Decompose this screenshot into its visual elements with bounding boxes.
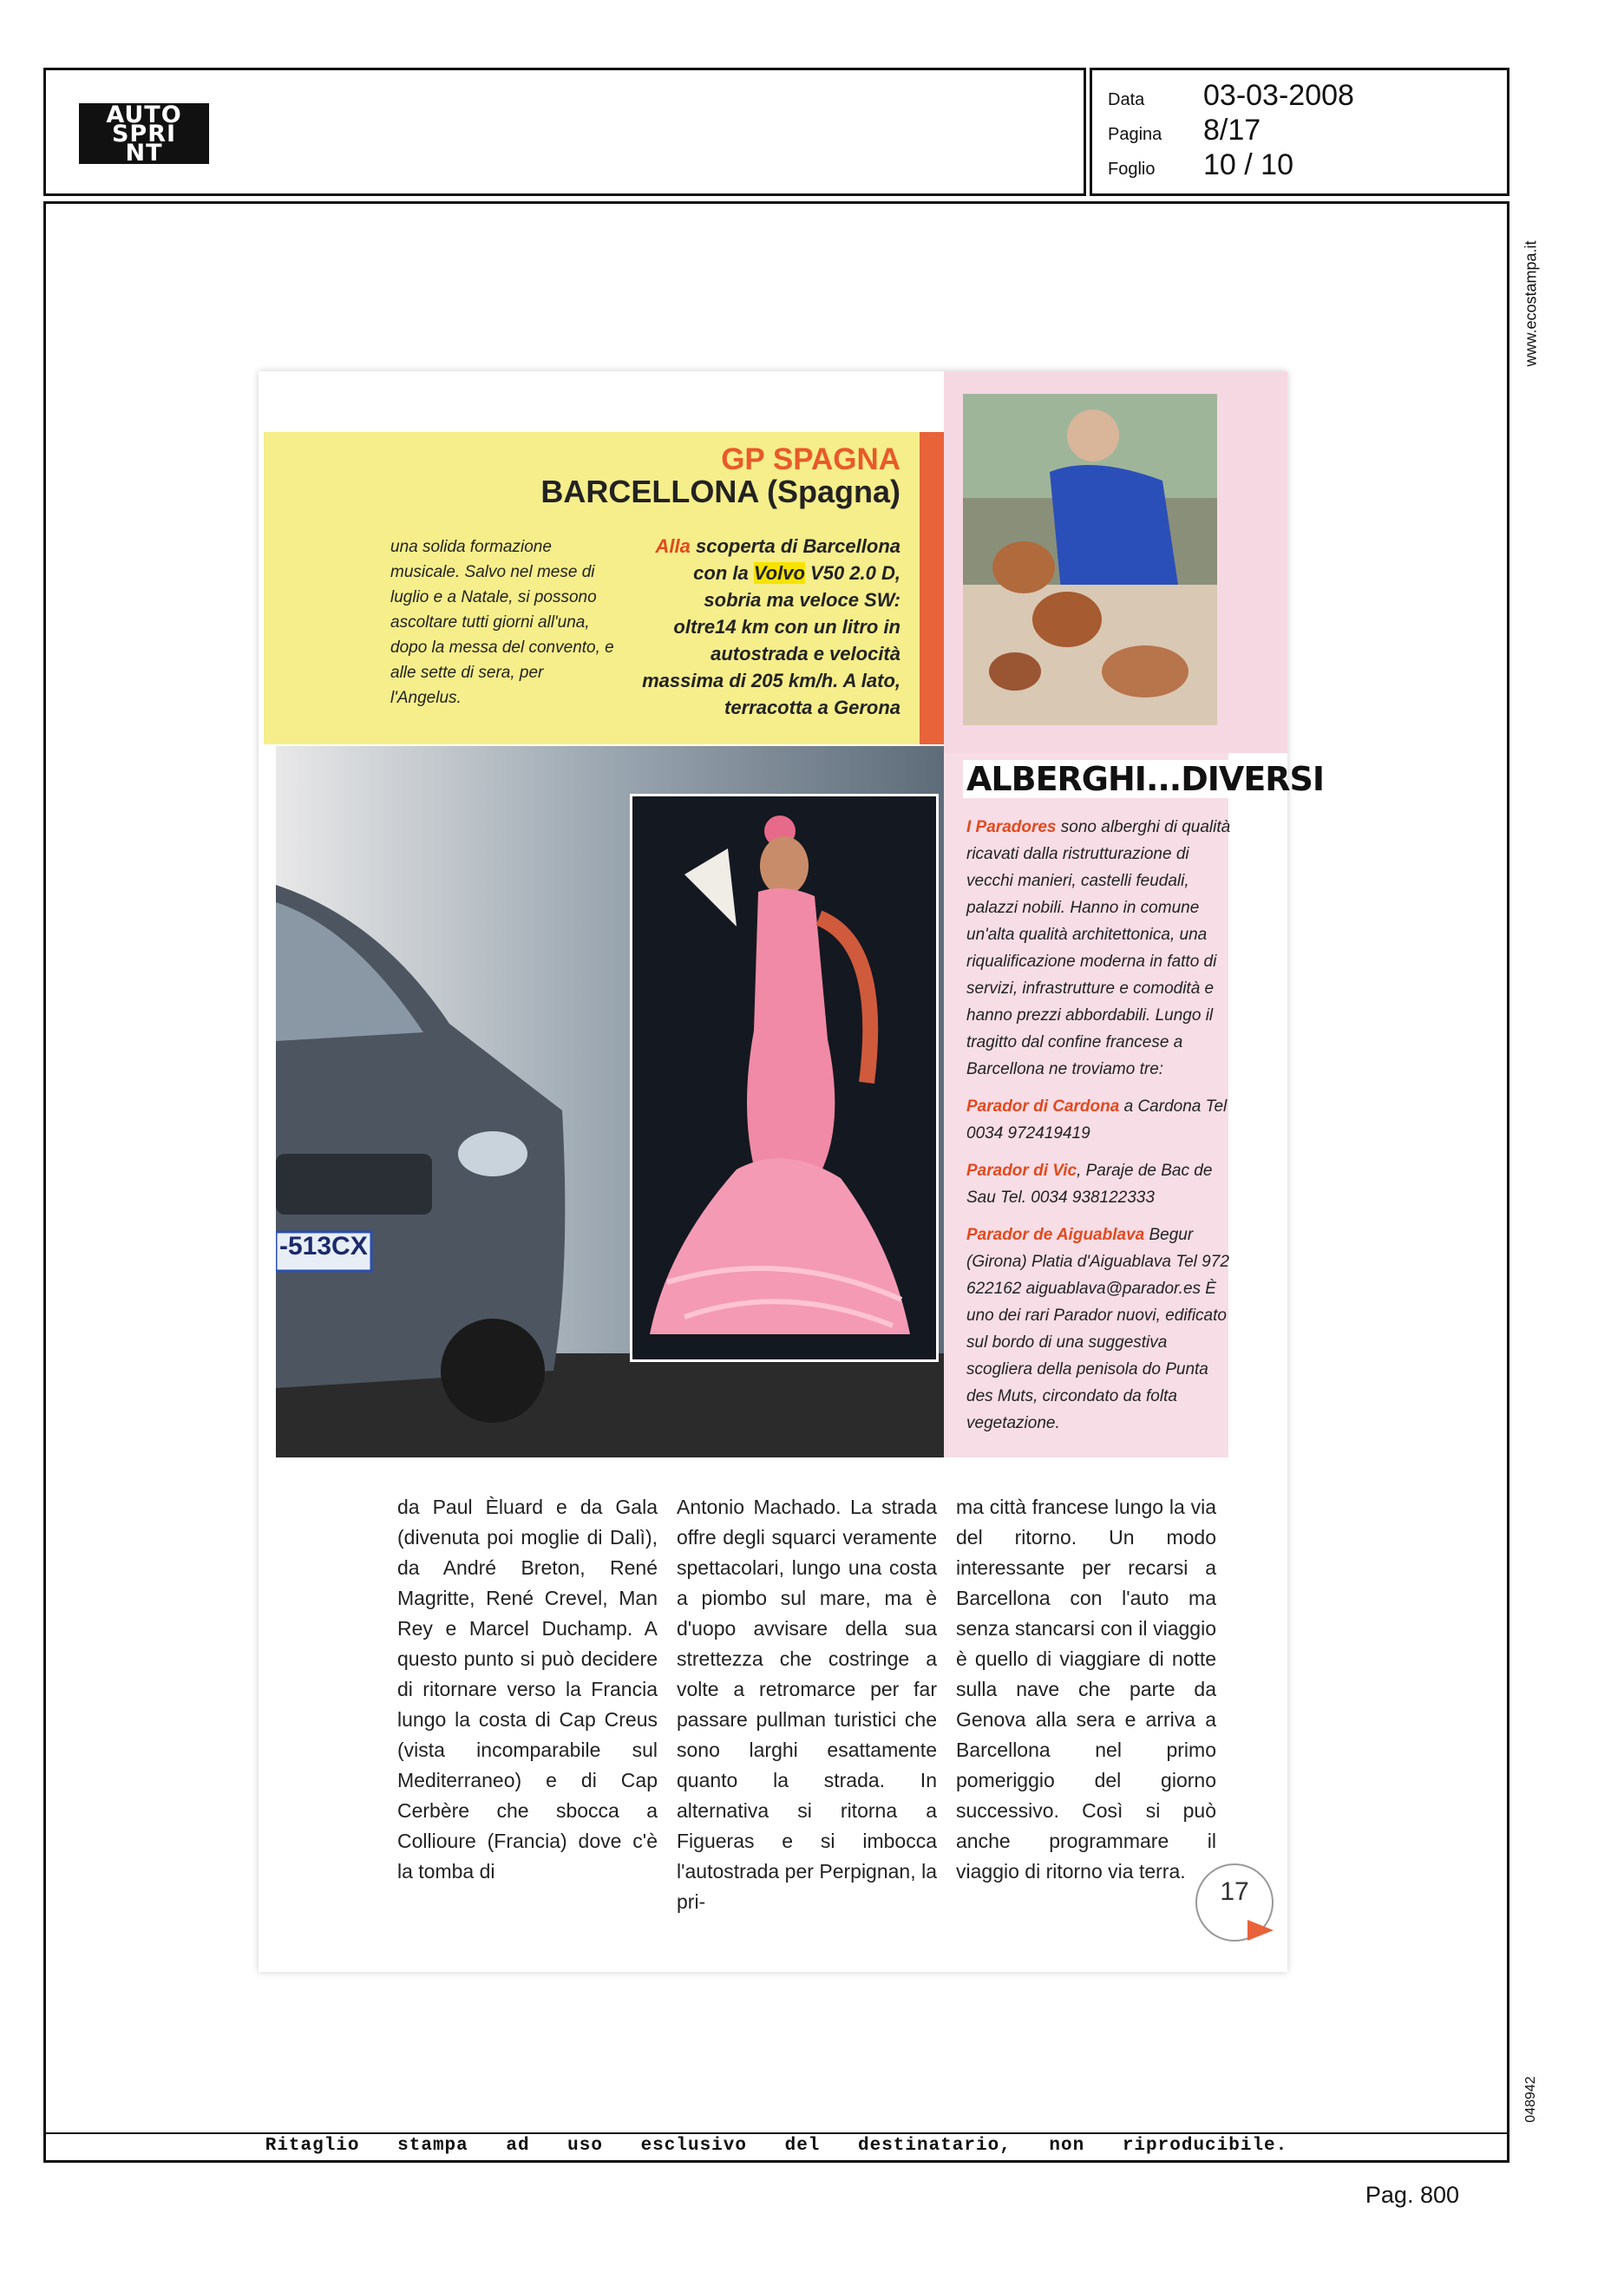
parador-name: Parador de Aiguablava — [966, 1226, 1145, 1244]
header-box — [43, 68, 1086, 196]
paradores-name: I Paradores — [966, 818, 1057, 836]
potter-photo-svg — [963, 394, 1217, 725]
magazine-clipping — [259, 371, 1325, 1972]
section-title: GP SPAGNA — [721, 442, 900, 476]
logo-line-1: AUTO — [106, 102, 182, 128]
parador-text: , Paraje de Bac de Sau Tel. 0034 938122333 — [966, 1162, 1213, 1207]
article-column-2: Antonio Machado. La strada offre degli squarci veramente spettacolari, lungo una costa a piombo sul mare, ma è d'uopo avvisare della sua strettezza che costringe a volte a retromarce per far passare pullman turistici che sono larghi esattamente quanto la strada. In alternativa si ritorna a Figueras e si imbocca l'autostrada per Perpignan, la pri- — [677, 1496, 937, 1913]
parador-name: Parador di Vic — [966, 1162, 1077, 1180]
page-number: Pag. 800 — [1365, 2182, 1459, 2208]
caption-part1: scoperta di Barcellona con la — [690, 535, 900, 584]
side-url-text: www.ecostampa.it — [1522, 240, 1540, 367]
paradores-text: sono alberghi di qualità ricavati dalla ristrutturazione di vecchi manieri, castelli feudali, palazzi nobili. Hanno in comune un'alta qualità architettonica, una riqualificazione moderna in fatto di servizi, infrastrutture e comodità e hanno prezzi abbordabili. Lungo il tragitto dal confine francese a Barcellona ne troviamo tre: — [966, 818, 1231, 1078]
box-text — [966, 814, 1235, 1437]
parador-name: Parador di Cardona — [966, 1097, 1120, 1116]
photo-flamenco-dancer — [630, 794, 939, 1362]
meta-pagina-row — [1108, 114, 1261, 147]
orange-bar — [920, 432, 944, 744]
parador-text: a Cardona Tel 0034 972419419 — [966, 1097, 1228, 1143]
side-code-text: 048942 — [1523, 2076, 1538, 2123]
photo-caption — [640, 533, 900, 721]
page-arrow-icon — [1247, 1920, 1274, 1941]
caption-alla: Alla — [655, 535, 691, 557]
meta-label: Pagina — [1108, 125, 1162, 144]
box-title: ALBERGHI...DIVERSI — [963, 760, 1249, 798]
photo-potter — [963, 394, 1217, 725]
meta-box — [1090, 68, 1509, 196]
photo-car — [276, 746, 944, 1457]
magazine-page-number: 17 — [1195, 1863, 1274, 1942]
caption-volvo: Volvo — [753, 562, 805, 584]
logo-line-2: SPRI — [111, 121, 177, 147]
dancer-photo-svg — [632, 796, 936, 1360]
meta-value: 03-03-2008 — [1203, 79, 1354, 112]
meta-foglio-row — [1108, 148, 1293, 182]
parador-entry — [966, 1221, 1235, 1437]
autosprint-logo — [79, 102, 209, 167]
parador-entry — [966, 1093, 1235, 1147]
city-title: BARCELLONA (Spagna) — [540, 474, 900, 509]
parador-entry — [966, 1157, 1235, 1211]
parador-text: Begur (Girona) Platia d'Aiguablava Tel 972 622162 aiguablava@parador.es È uno dei rari Parador nuovi, edificato sul bordo di una suggestiva scogliera della penisola do Punta des Muts, circondato da folta vegetazione. — [966, 1226, 1229, 1432]
side-url — [1518, 217, 1544, 390]
meta-label: Data — [1108, 90, 1145, 109]
meta-value: 10 / 10 — [1203, 148, 1293, 181]
license-plate: -513CX — [279, 1232, 368, 1261]
meta-label: Foglio — [1108, 160, 1156, 179]
box-intro — [966, 814, 1235, 1083]
meta-data-row — [1108, 79, 1354, 113]
logo-line-3: NT — [125, 140, 163, 167]
footer-divider — [43, 2132, 1509, 2134]
article-column-3: ma città francese lungo la via del ritorno. Un modo interessante per recarsi a Barcellona con l'auto ma senza stancarsi con il viaggio è quello di viaggiare di notte sulla nave che parte da Genova alla sera e arriva a Barcellona nel primo pomeriggio del giorno successivo. Così si può anche programmare il viaggio di ritorno via terra. — [956, 1496, 1216, 1883]
side-code — [1518, 2065, 1544, 2134]
meta-value: 8/17 — [1203, 114, 1261, 147]
intro-text: una solida formazione musicale. Salvo nel mese di luglio e a Natale, si possono ascoltare tutti giorni all'una, dopo la messa del convento, e alle sette di sera, per l'Angelus. — [390, 538, 614, 707]
article-column-1: da Paul Èluard e da Gala (divenuta poi moglie di Dalì), da André Breton, René Magritte, René Crevel, Man Rey e Marcel Duchamp. A questo punto si può decidere di ritornare verso la Francia lungo la costa di Cap Creus (vista incomparabile sul Mediterraneo) e di Cap Cerbère che sbocca a Collioure (Francia) dove c'è la tomba di — [397, 1496, 658, 1883]
footer-notice: Ritaglio stampa ad uso esclusivo del destinatario, non riproducibile. — [265, 2136, 1288, 2156]
caption-part2: V50 2.0 D, sobria ma veloce SW: oltre14 km con un litro in autostrada e velocità massima di 205 km/h. A lato, terracotta a Gerona — [642, 562, 900, 718]
